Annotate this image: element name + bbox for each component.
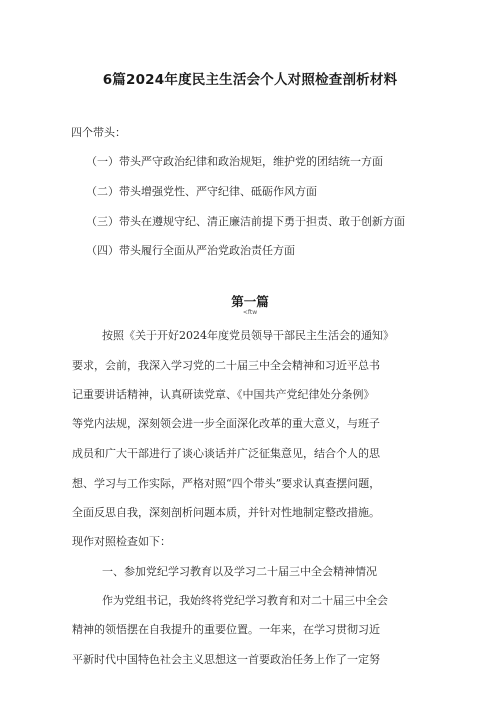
body-paragraph-line: 作为党组书记，我始终将党纪学习教育和对二十届三中全会 <box>102 594 388 607</box>
document-title: 6篇2024年度民主生活会个人对照检查剖析材料 <box>102 72 398 88</box>
body-paragraph-line: 精神的领悟摆在自我提升的重要位置。一年来，在学习贯彻习近 <box>72 623 380 636</box>
body-paragraph-line: 全面反思自我，深刻剖析问题本质，并针对性地制定整改措施。 <box>72 506 380 519</box>
list-item: （二）带头增强党性、严守纪律、砥砺作风方面 <box>86 185 317 198</box>
list-item: （一）带头严守政治纪律和政治规矩，维护党的团结统一方面 <box>86 155 383 168</box>
body-paragraph-line: 成员和广大干部进行了谈心谈话并广泛征集意见，结合个人的思 <box>72 447 380 460</box>
body-paragraph-line: 平新时代中国特色社会主义思想这一首要政治任务上作了一定努 <box>72 653 380 666</box>
section-heading: 一、参加党纪学习教育以及学习二十届三中全会精神情况 <box>102 565 377 578</box>
list-item: （三）带头在遵规守纪、清正廉洁前提下勇于担责、敢于创新方面 <box>86 215 405 228</box>
body-paragraph-line: 想、学习与工作实际，严格对照“四个带头”要求认真查摆问题， <box>72 477 381 490</box>
body-paragraph-line: 记重要讲话精神，认真研读党章、《中国共产党纪律处分条例》 <box>72 388 375 401</box>
section-subtitle: <ftw <box>242 309 258 316</box>
list-item: （四）带头履行全面从严治党政治责任方面 <box>86 244 295 257</box>
body-paragraph-line: 现作对照检查如下： <box>72 535 171 548</box>
intro-label: 四个带头： <box>71 126 126 139</box>
body-paragraph-line: 按照《关于开好2024年度党员领导干部民主生活会的通知》 <box>102 329 394 342</box>
body-paragraph-line: 等党内法规，深刻领会进一步全面深化改革的重大意义，与班子 <box>72 417 380 430</box>
section-title: 第一篇 <box>231 294 269 309</box>
body-paragraph-line: 要求，会前，我深入学习党的二十届三中全会精神和习近平总书 <box>72 359 380 372</box>
